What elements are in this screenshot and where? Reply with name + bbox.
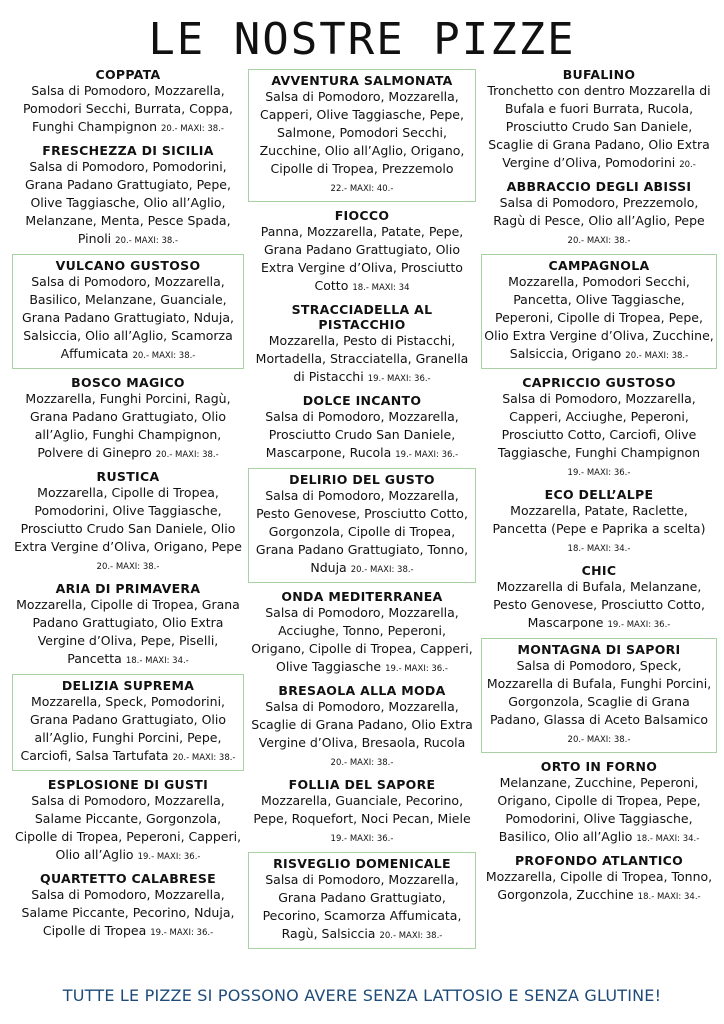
pizza-name: DOLCE INCANTO (302, 393, 422, 408)
pizza-ingredients: Mozzarella, Cipolle di Tropea, Grana Padano Grattugiato, Olio Extra Vergine d’Oliva, Pepe, Piselli, Pancetta 18.- MAXI: 34.- (16, 597, 240, 666)
pizza-item (481, 486, 717, 559)
pizza-name: QUARTETTO CALABRESE (40, 871, 216, 886)
pizza-price: 19.- MAXI: 36.- (385, 664, 448, 674)
pizza-name: ORTO IN FORNO (540, 759, 658, 774)
pizza-item (12, 870, 244, 943)
pizza-name: DELIRIO DEL GUSTO (289, 472, 435, 487)
footer-notice: TUTTE LE PIZZE SI POSSONO AVERE SENZA LATTOSIO E SENZA GLUTINE! (62, 986, 662, 1005)
pizza-price: 20.- MAXI: 38.- (625, 351, 689, 361)
pizza-price: 18.- MAXI: 34.- (567, 544, 631, 554)
pizza-price: 20.- MAXI: 38.- (115, 236, 179, 246)
menu-column-right (481, 66, 717, 910)
pizza-item (248, 776, 476, 849)
pizza-price: 19.- MAXI: 36.- (137, 852, 201, 862)
pizza-price: 18.- MAXI: 34.- (125, 656, 189, 666)
pizza-item (248, 301, 476, 389)
pizza-ingredients: Salsa di Pomodoro, Mozzarella, Capperi, Olive Taggiasche, Pepe, Salmone, Pomodori Secchi, Zucchine, Olio all’Aglio, Origano, Cipolle di Tropea, Prezzemolo 22.- MAXI: 40.- (259, 89, 465, 194)
pizza-ingredients: Salsa di Pomodoro, Mozzarella, Pomodori Secchi, Burrata, Coppa, Funghi Champignon 20.- MAXI: 38.- (22, 83, 234, 134)
pizza-ingredients: Salsa di Pomodoro, Mozzarella, Salame Piccante, Pecorino, Nduja, Cipolle di Tropea 19.- MAXI: 36.- (21, 887, 235, 938)
pizza-name: BUFALINO (562, 67, 636, 82)
pizza-item-highlighted (12, 674, 244, 771)
pizza-name: FRESCHEZZA DI SICILIA (42, 143, 214, 158)
pizza-name: ESPLOSIONE DI GUSTI (47, 777, 209, 792)
pizza-ingredients: Mozzarella, Pesto di Pistacchi, Mortadella, Stracciatella, Granella di Pistacchi 19.- MAXI: 36.- (255, 333, 469, 384)
pizza-name: VULCANO GUSTOSO (55, 258, 201, 273)
pizza-ingredients: Salsa di Pomodoro, Mozzarella, Grana Padano Grattugiato, Pecorino, Scamorza Affumicata, Ragù, Salsiccia 20.- MAXI: 38.- (262, 872, 462, 941)
pizza-name: DELIZIA SUPREMA (61, 678, 195, 693)
pizza-item-highlighted (481, 254, 717, 369)
pizza-ingredients: Mozzarella, Cipolle di Tropea, Pomodorini, Olive Taggiasche, Prosciutto Crudo San Daniele, Olio Extra Vergine d’Oliva, Origano, Pepe 20.- MAXI: 38.- (14, 485, 242, 572)
pizza-price: 19.- MAXI: 36.- (367, 374, 431, 384)
pizza-name: ECO DELL’ALPE (544, 487, 654, 502)
pizza-ingredients: Salsa di Pomodoro, Mozzarella, Capperi, Acciughe, Peperoni, Prosciutto Cotto, Carciofi, Olive Taggiasche, Funghi Champignon 19.- MAXI: 36.- (497, 391, 701, 478)
pizza-ingredients: Salsa di Pomodoro, Mozzarella, Salame Piccante, Gorgonzola, Cipolle di Tropea, Peperoni, Capperi, Olio all’Aglio 19.- MAXI: 36.- (14, 793, 242, 862)
pizza-price: 18.- MAXI: 34.- (636, 834, 700, 844)
menu-column-center (248, 66, 476, 954)
pizza-ingredients: Salsa di Pomodoro, Pomodorini, Grana Padano Grattugiato, Pepe, Olive Taggiasche, Olio all’Aglio, Melanzane, Menta, Pesce Spada, Pinoli 20.- MAXI: 38.- (25, 159, 231, 246)
pizza-price: 19.- MAXI: 36.- (395, 450, 459, 460)
pizza-name: RUSTICA (96, 469, 160, 484)
pizza-name: BOSCO MAGICO (71, 375, 185, 390)
pizza-item-highlighted (12, 254, 244, 369)
pizza-item (12, 776, 244, 867)
menu-column-left (12, 66, 244, 946)
pizza-name: AVVENTURA SALMONATA (271, 73, 453, 88)
pizza-price: 20.- MAXI: 38.- (155, 450, 219, 460)
pizza-name: ONDA MEDITERRANEA (281, 589, 443, 604)
pizza-item (481, 562, 717, 635)
pizza-ingredients: Panna, Mozzarella, Patate, Pepe, Grana Padano Grattugiato, Olio Extra Vergine d’Oliva, Prosciutto Cotto 18.- MAXI: 34 (260, 224, 464, 293)
pizza-name: ARIA DI PRIMAVERA (55, 581, 201, 596)
pizza-name: STRACCIADELLA AL PISTACCHIO (291, 302, 433, 332)
pizza-ingredients: Salsa di Pomodoro, Mozzarella, Acciughe, Tonno, Peperoni, Origano, Cipolle di Tropea, Capperi, Olive Taggiasche 19.- MAXI: 36.- (251, 605, 473, 674)
pizza-item (481, 852, 717, 907)
pizza-item-highlighted (481, 638, 717, 753)
pizza-ingredients: Salsa di Pomodoro, Mozzarella, Basilico, Melanzane, Guanciale, Grana Padano Grattugiato, Nduja, Salsiccia, Olio all’Aglio, Scamorza Affumicata 20.- MAXI: 38.- (22, 274, 234, 361)
pizza-item (12, 468, 244, 577)
page-title: LE NOSTRE PIZZE (148, 14, 576, 65)
pizza-ingredients: Salsa di Pomodoro, Mozzarella, Prosciutto Crudo San Daniele, Mascarpone, Rucola 19.- MAXI: 36.- (265, 409, 459, 460)
pizza-item (481, 758, 717, 849)
pizza-name: MONTAGNA DI SAPORI (517, 642, 681, 657)
pizza-item (248, 588, 476, 679)
pizza-ingredients: Tronchetto con dentro Mozzarella di Bufala e fuori Burrata, Rucola, Prosciutto Crudo San Daniele, Scaglie di Grana Padano, Olio Extra Vergine d’Oliva, Pomodorini 20.- (487, 83, 711, 170)
pizza-price: 22.- MAXI: 40.- (330, 184, 394, 194)
pizza-name: FIOCCO (334, 208, 390, 223)
pizza-ingredients: Mozzarella, Patate, Raclette, Pancetta (Pepe e Paprika a scelta) 18.- MAXI: 34.- (492, 503, 706, 554)
pizza-price: 20.- MAXI: 38.- (567, 735, 631, 745)
pizza-name: CAMPAGNOLA (548, 258, 650, 273)
pizza-price: 19.- MAXI: 36.- (330, 834, 394, 844)
pizza-ingredients: Salsa di Pomodoro, Mozzarella, Pesto Genovese, Prosciutto Cotto, Gorgonzola, Cipolle di Tropea, Grana Padano Grattugiato, Tonno, Nduja 20.- MAXI: 38.- (255, 488, 469, 575)
pizza-price: 19.- MAXI: 36.- (150, 928, 214, 938)
pizza-item (12, 142, 244, 251)
pizza-name: FOLLIA DEL SAPORE (288, 777, 436, 792)
pizza-name: ABBRACCIO DEGLI ABISSI (506, 179, 692, 194)
pizza-name: BRESAOLA ALLA MODA (278, 683, 446, 698)
pizza-item-highlighted (248, 69, 476, 202)
pizza-item (481, 374, 717, 483)
pizza-price: 20.- MAXI: 38.- (172, 753, 236, 763)
pizza-ingredients: Melanzane, Zucchine, Peperoni, Origano, Cipolle di Tropea, Pepe, Pomodorini, Olive Taggiasche, Basilico, Olio all’Aglio 18.- MAXI: 34.- (497, 775, 701, 844)
pizza-name: CAPRICCIO GUSTOSO (522, 375, 676, 390)
pizza-price: 19.- MAXI: 36.- (607, 620, 671, 630)
pizza-ingredients: Salsa di Pomodoro, Speck, Mozzarella di Bufala, Funghi Porcini, Gorgonzola, Scaglie di Grana Padano, Glassa di Aceto Balsamico 20.- MAXI: 38.- (486, 658, 712, 745)
pizza-ingredients: Mozzarella, Pomodori Secchi, Pancetta, Olive Taggiasche, Peperoni, Cipolle di Tropea, Pepe, Olio Extra Vergine d’Oliva, Zucchine, Salsiccia, Origano 20.- MAXI: 38.- (484, 274, 714, 361)
pizza-ingredients: Mozzarella, Speck, Pomodorini, Grana Padano Grattugiato, Olio all’Aglio, Funghi Porcini, Pepe, Carciofi, Salsa Tartufata 20.- MAXI: 38.- (20, 694, 236, 763)
pizza-item-highlighted (248, 852, 476, 949)
pizza-item (248, 682, 476, 773)
pizza-ingredients: Mozzarella, Funghi Porcini, Ragù, Grana Padano Grattugiato, Olio all’Aglio, Funghi Champignon, Polvere di Ginepro 20.- MAXI: 38.- (25, 391, 231, 460)
pizza-price: 20.- MAXI: 38.- (330, 758, 394, 768)
pizza-price: 20.- (679, 160, 696, 170)
pizza-name: PROFONDO ATLANTICO (514, 853, 684, 868)
pizza-price: 20.- MAXI: 38.- (379, 931, 443, 941)
pizza-price: 20.- MAXI: 38.- (132, 351, 196, 361)
pizza-item (481, 178, 717, 251)
pizza-ingredients: Mozzarella di Bufala, Melanzane, Pesto Genovese, Prosciutto Cotto, Mascarpone 19.- MAXI: 36.- (493, 579, 705, 630)
pizza-price: 18.- MAXI: 34 (352, 283, 410, 293)
pizza-price: 20.- MAXI: 38.- (161, 124, 224, 134)
pizza-price: 20.- MAXI: 38.- (96, 562, 160, 572)
pizza-item-highlighted (248, 468, 476, 583)
pizza-ingredients: Mozzarella, Guanciale, Pecorino, Pepe, Roquefort, Noci Pecan, Miele 19.- MAXI: 36.- (253, 793, 471, 844)
pizza-item (12, 66, 244, 139)
pizza-price: 19.- MAXI: 36.- (567, 468, 631, 478)
pizza-item (481, 66, 717, 175)
pizza-ingredients: Salsa di Pomodoro, Prezzemolo, Ragù di Pesce, Olio all’Aglio, Pepe 20.- MAXI: 38.- (493, 195, 705, 246)
pizza-price: 18.- MAXI: 34.- (637, 892, 701, 902)
pizza-item (248, 207, 476, 298)
pizza-item (12, 580, 244, 671)
pizza-name: COPPATA (95, 67, 161, 82)
pizza-item (12, 374, 244, 465)
pizza-name: CHIC (581, 563, 617, 578)
pizza-ingredients: Mozzarella, Cipolle di Tropea, Tonno, Gorgonzola, Zucchine 18.- MAXI: 34.- (485, 869, 713, 902)
pizza-item (248, 392, 476, 465)
pizza-name: RISVEGLIO DOMENICALE (273, 856, 451, 871)
pizza-price: 20.- MAXI: 38.- (567, 236, 631, 246)
pizza-ingredients: Salsa di Pomodoro, Mozzarella, Scaglie di Grana Padano, Olio Extra Vergine d’Oliva, Bresaola, Rucola 20.- MAXI: 38.- (251, 699, 473, 768)
pizza-price: 20.- MAXI: 38.- (350, 565, 414, 575)
